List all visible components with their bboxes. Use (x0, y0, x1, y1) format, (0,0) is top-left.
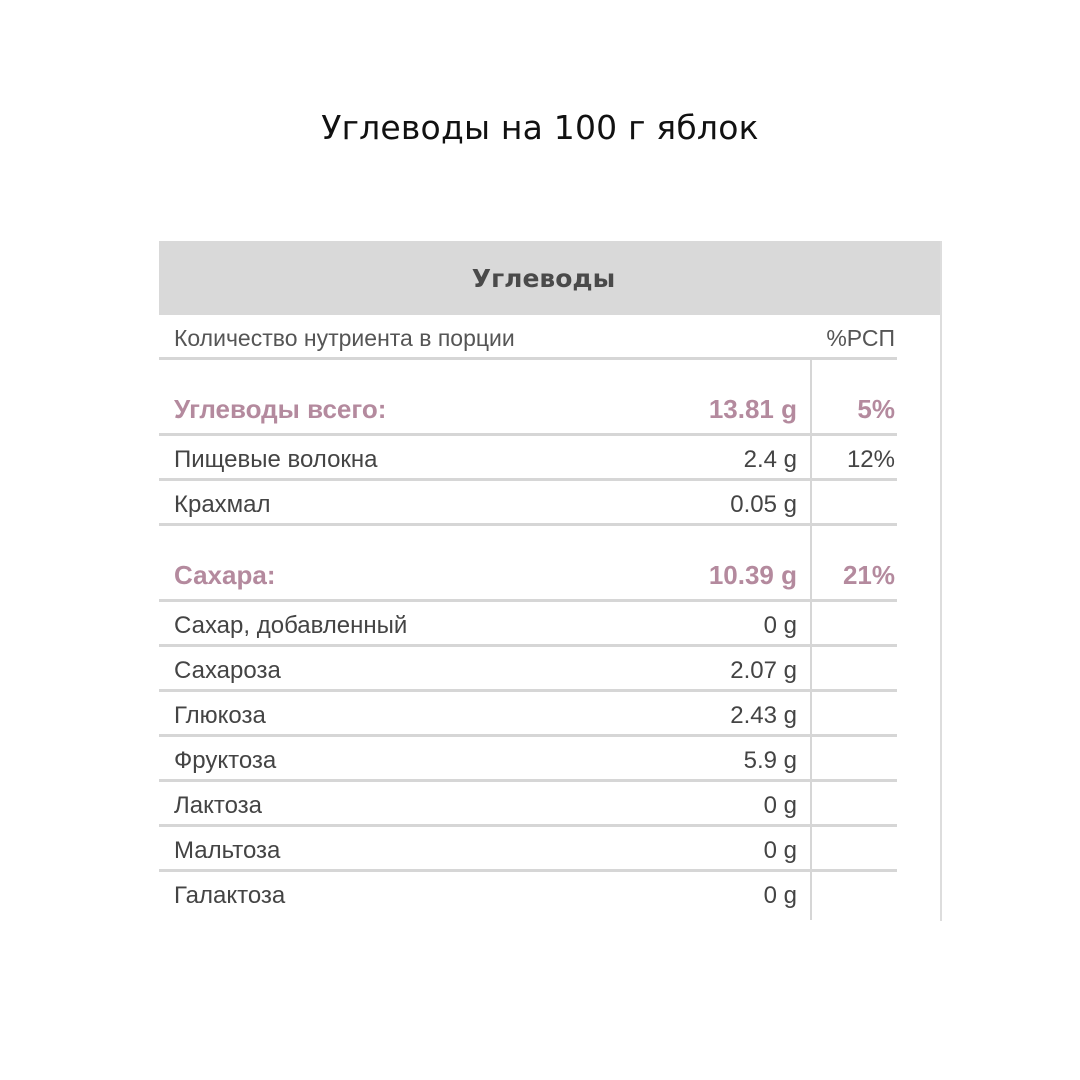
row-amount: 0 g (763, 882, 797, 909)
row-amount: 0 g (763, 837, 797, 864)
table-row (159, 692, 897, 737)
column-header-row (159, 315, 897, 360)
row-name: Лактоза (174, 792, 263, 819)
column-divider (810, 782, 812, 827)
column-divider (810, 872, 812, 920)
table-row (159, 526, 897, 602)
row-name: Галактоза (174, 882, 286, 909)
row-amount: 13.81 g (708, 394, 797, 424)
row-name: Сахар, добавленный (174, 612, 408, 639)
column-divider (810, 647, 812, 692)
table-row (159, 602, 897, 647)
row-rdi: 21% (842, 560, 895, 590)
row-name: Сахароза (174, 657, 281, 684)
table-row (159, 647, 897, 692)
row-name: Мальтоза (174, 837, 281, 864)
row-amount: 2.4 g (743, 446, 797, 473)
column-divider (810, 602, 812, 647)
row-name: Пищевые волокна (174, 446, 378, 473)
column-divider (810, 737, 812, 782)
row-amount: 2.07 g (730, 657, 797, 684)
table-row (159, 872, 897, 917)
column-divider (810, 481, 812, 526)
row-amount: 0.05 g (730, 491, 797, 518)
row-amount: 0 g (763, 792, 797, 819)
column-label-rdi: %РСП (826, 325, 895, 351)
page-title: Углеводы на 100 г яблок (321, 108, 759, 147)
table-rows (159, 360, 897, 917)
row-name: Крахмал (174, 491, 271, 518)
row-amount: 5.9 g (743, 747, 797, 774)
row-amount: 0 g (763, 612, 797, 639)
column-divider (810, 827, 812, 872)
column-divider (810, 360, 812, 436)
table-row (159, 827, 897, 872)
row-name: Глюкоза (174, 702, 266, 729)
row-rdi: 5% (857, 394, 895, 424)
row-name: Сахара: (174, 560, 276, 590)
row-name: Фруктоза (174, 747, 277, 774)
row-rdi: 12% (846, 446, 895, 473)
column-label-amount: Количество нутриента в порции (174, 325, 515, 351)
table-header: Углеводы (159, 241, 940, 315)
column-divider (810, 436, 812, 481)
carbohydrates-table (159, 241, 942, 921)
table-row (159, 360, 897, 436)
row-name: Углеводы всего: (174, 394, 387, 424)
column-divider (810, 526, 812, 602)
row-amount: 10.39 g (708, 560, 797, 590)
column-divider (810, 692, 812, 737)
table-row (159, 737, 897, 782)
table-row (159, 782, 897, 827)
row-amount: 2.43 g (730, 702, 797, 729)
table-row (159, 436, 897, 481)
table-row (159, 481, 897, 526)
